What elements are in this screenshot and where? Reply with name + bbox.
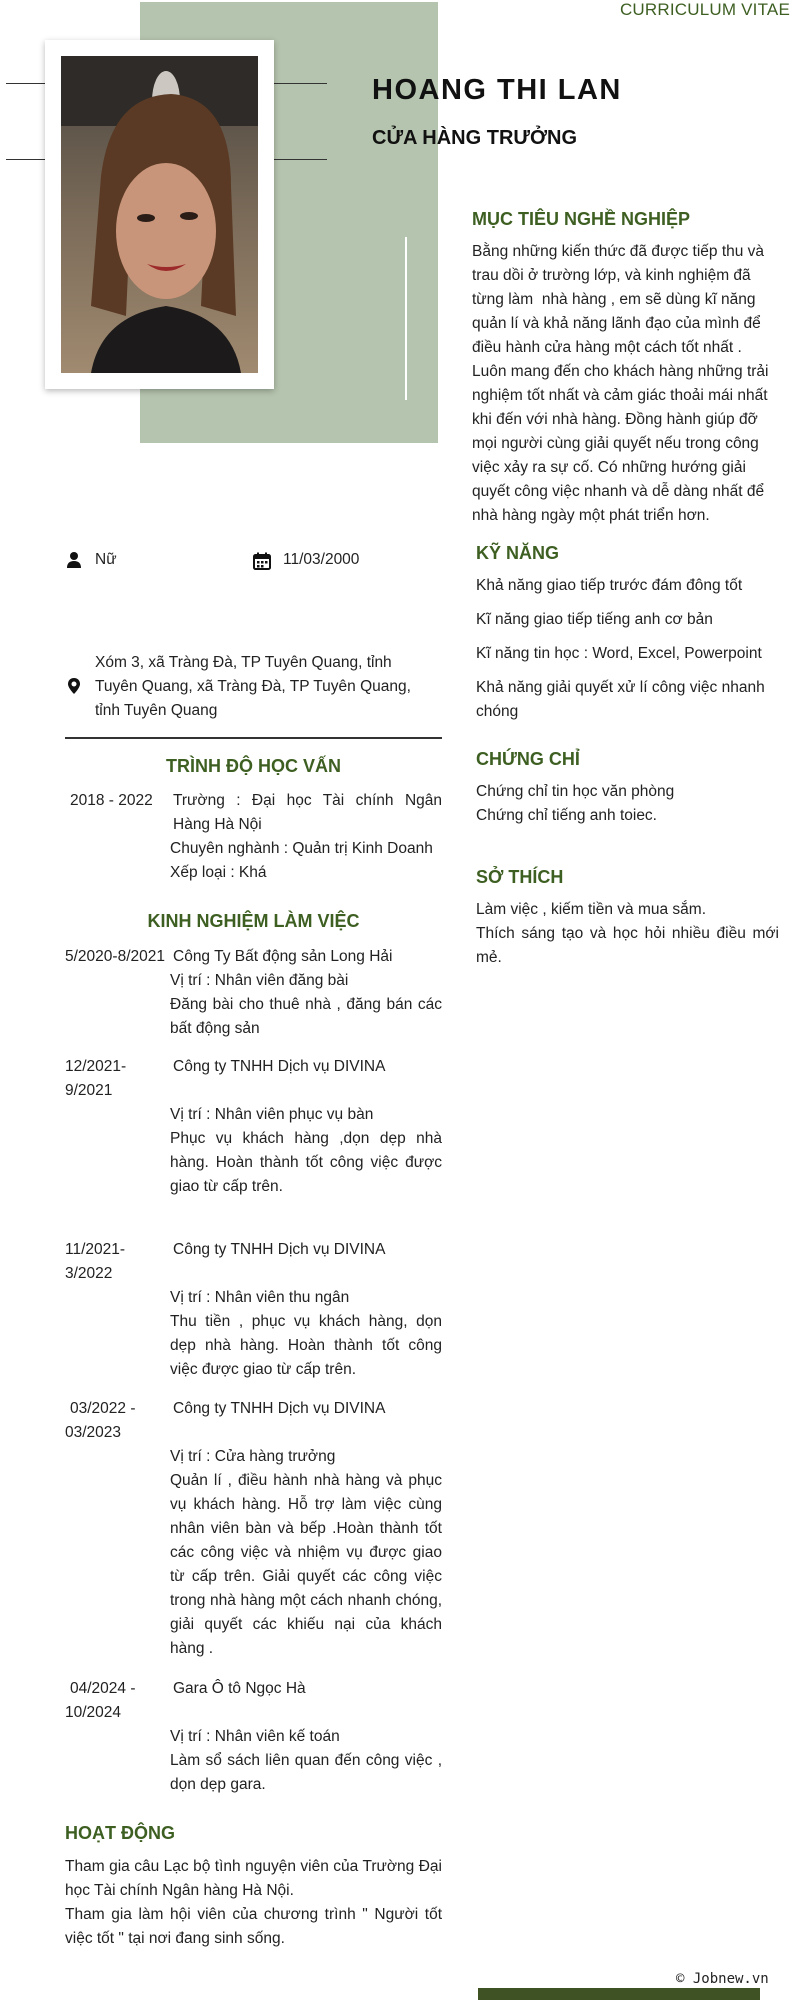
profile-photo-frame (45, 40, 274, 389)
user-icon (65, 551, 83, 569)
experience-date (65, 1238, 125, 1286)
objective-text (472, 240, 788, 528)
experience-details (170, 1103, 442, 1199)
skill-item: Kĩ năng tin học : Word, Excel, Powerpoint (476, 645, 762, 662)
experience-date-end: 3/2022 (65, 1265, 113, 1282)
skills-list (476, 574, 788, 724)
certificate-item: Chứng chỉ tin học văn phòng (476, 783, 675, 800)
objective-line: quản lí và khả năng lãnh đạo của mình để (472, 315, 761, 332)
address-line: Tuyên Quang, xã Tràng Đà, TP Tuyên Quang, (95, 678, 411, 695)
skill-item: Khả năng giao tiếp trước đám đông tốt (476, 577, 743, 594)
activity-line: Tham gia câu Lạc bộ tình nguyện viên của Trường Đại học Tài chính Ngân hàng Hà Nội. (65, 1858, 442, 1899)
education-grade: Xếp loại : Khá (170, 864, 267, 881)
experience-company: Công ty TNHH Dịch vụ DIVINA (173, 1241, 386, 1258)
certificate-item: Chứng chỉ tiếng anh toiec. (476, 807, 657, 824)
calendar-icon (253, 552, 271, 570)
objective-line: Luôn mang đến cho khách hàng những trải (472, 363, 769, 380)
location-pin-icon (65, 677, 83, 695)
activities-title: HOẠT ĐỘNG (65, 1823, 175, 1843)
objective-line: mọi người cùng giải quyết nếu trong công (472, 435, 759, 452)
experience-company: Công Ty Bất động sản Long Hải (173, 948, 393, 965)
certificates-title: CHỨNG CHỈ (476, 749, 580, 769)
experience-date (65, 1677, 136, 1725)
gender-value: Nữ (95, 551, 117, 568)
experience-position: Vị trí : Nhân viên thu ngân (170, 1289, 350, 1306)
hobbies-text (476, 898, 779, 970)
profile-photo (61, 56, 258, 373)
hobby-line: Làm việc , kiếm tiền và mua sắm. (476, 901, 706, 918)
hobby-line: Thích sáng tạo và học hỏi nhiều điều mới mẻ. (476, 925, 779, 966)
address-value (95, 651, 440, 723)
education-school-cont: Hàng Hà Nội (173, 816, 262, 833)
experience-details (170, 1725, 442, 1797)
activities-text (65, 1855, 442, 1951)
education-major: Chuyên nghành : Quản trị Kinh Doanh (170, 840, 433, 857)
experience-company: Công ty TNHH Dịch vụ DIVINA (173, 1058, 386, 1075)
objective-line: việc xảy ra sự cố. Có những hướng giải (472, 459, 746, 476)
experience-date-start: 11/2021- (65, 1241, 126, 1258)
experience-date (65, 1055, 126, 1103)
objective-title: MỤC TIÊU NGHỀ NGHIỆP (472, 209, 691, 229)
objective-line: điều hành cửa hàng một cách tốt nhất . (472, 339, 742, 356)
objective-line: khi đến với nhà hàng. Đồng hành giúp đỡ (472, 411, 758, 428)
watermark: © Jobnew.vn (676, 1971, 769, 1987)
skill-item: Khả năng giải quyết xử lí công việc nhanh chóng (476, 679, 765, 720)
education-details (170, 789, 442, 885)
experience-details (170, 1445, 442, 1661)
education-title: TRÌNH ĐỘ HỌC VẤN (166, 756, 341, 776)
experience-date-end: 10/2024 (65, 1704, 122, 1721)
experience-date-start: 04/2024 - (70, 1680, 136, 1697)
experience-description: Quản lí , điều hành nhà hàng và phục vụ khách hàng. Hỗ trợ làm việc cùng nhân viên bàn và bếp .Hoàn thành tốt các công việc và nhiệm vụ được giao từ cấp trên. Giải quyết các công việc trong nhà hàng một cách nhanh chóng, giải quyết các khiếu nại của khách hàng . (170, 1472, 442, 1657)
experience-date-start: 03/2022 - (70, 1400, 136, 1417)
experience-date-end: 9/2021 (65, 1082, 113, 1099)
job-title: CỬA HÀNG TRƯỞNG (372, 127, 578, 149)
experience-description: Làm sổ sách liên quan đến công việc , dọn dẹp gara. (170, 1752, 442, 1793)
skills-title: KỸ NĂNG (476, 543, 560, 563)
experience-company: Công ty TNHH Dịch vụ DIVINA (173, 1400, 386, 1417)
objective-line: Bằng những kiến thức đã được tiếp thu và (472, 243, 765, 260)
experience-details (170, 969, 442, 1041)
experience-position: Vị trí : Nhân viên phục vụ bàn (170, 1106, 374, 1123)
education-period: 2018 - 2022 (70, 792, 153, 809)
candidate-name: HOANG THI LAN (372, 74, 622, 106)
experience-description: Thu tiền , phục vụ khách hàng, dọn dẹp nhà hàng. Hoàn thành tốt công việc được giao từ cấp trên. (170, 1313, 442, 1378)
experience-position: Vị trí : Nhân viên kế toán (170, 1728, 340, 1745)
cv-label: CURRICULUM VITAE (619, 0, 790, 19)
experience-title: KINH NGHIỆM LÀM VIỆC (147, 911, 360, 931)
activity-line: Tham gia làm hội viên của chương trình " Người tốt việc tốt " tại nơi đang sinh sống. (65, 1906, 442, 1947)
hobbies-title: SỞ THÍCH (476, 867, 564, 887)
decorative-vertical-line (405, 237, 407, 400)
objective-line: trau dồi ở trường lớp, và kinh nghiệm đã (472, 267, 751, 284)
experience-date-start: 12/2021- (65, 1058, 127, 1075)
footer-bar (478, 1988, 760, 2000)
experience-description: Đăng bài cho thuê nhà , đăng bán các bất động sản (170, 996, 442, 1037)
experience-date (65, 1397, 136, 1445)
section-divider (65, 737, 442, 739)
objective-line: nhà hàng ngày một phát triển hơn. (472, 507, 710, 524)
skill-item: Kĩ năng giao tiếp tiếng anh cơ bản (476, 611, 713, 628)
education-school: Trường : Đại học Tài chính Ngân (173, 792, 442, 809)
objective-line: từng làm nhà hàng , em sẽ dùng kĩ năng (472, 291, 756, 308)
address-line: Xóm 3, xã Tràng Đà, TP Tuyên Quang, tỉnh (95, 654, 392, 671)
address-line: tỉnh Tuyên Quang (95, 702, 218, 719)
birthdate-value: 11/03/2000 (283, 551, 360, 568)
objective-line: nghiệm tốt nhất và cảm giác thoải mái nhất (472, 387, 768, 404)
certificates-list (476, 780, 788, 828)
experience-description: Phục vụ khách hàng ,dọn dẹp nhà hàng. Hoàn thành tốt công việc được giao từ cấp trên. (170, 1130, 442, 1195)
experience-date: 5/2020-8/2021 (65, 948, 165, 965)
experience-position: Vị trí : Cửa hàng trưởng (170, 1448, 336, 1465)
objective-line: quyết công việc nhanh và dễ dàng nhất để (472, 483, 765, 500)
experience-date-end: 03/2023 (65, 1424, 122, 1441)
experience-company: Gara Ô tô Ngọc Hà (173, 1680, 306, 1697)
experience-position: Vị trí : Nhân viên đăng bài (170, 972, 349, 989)
experience-details (170, 1286, 442, 1382)
